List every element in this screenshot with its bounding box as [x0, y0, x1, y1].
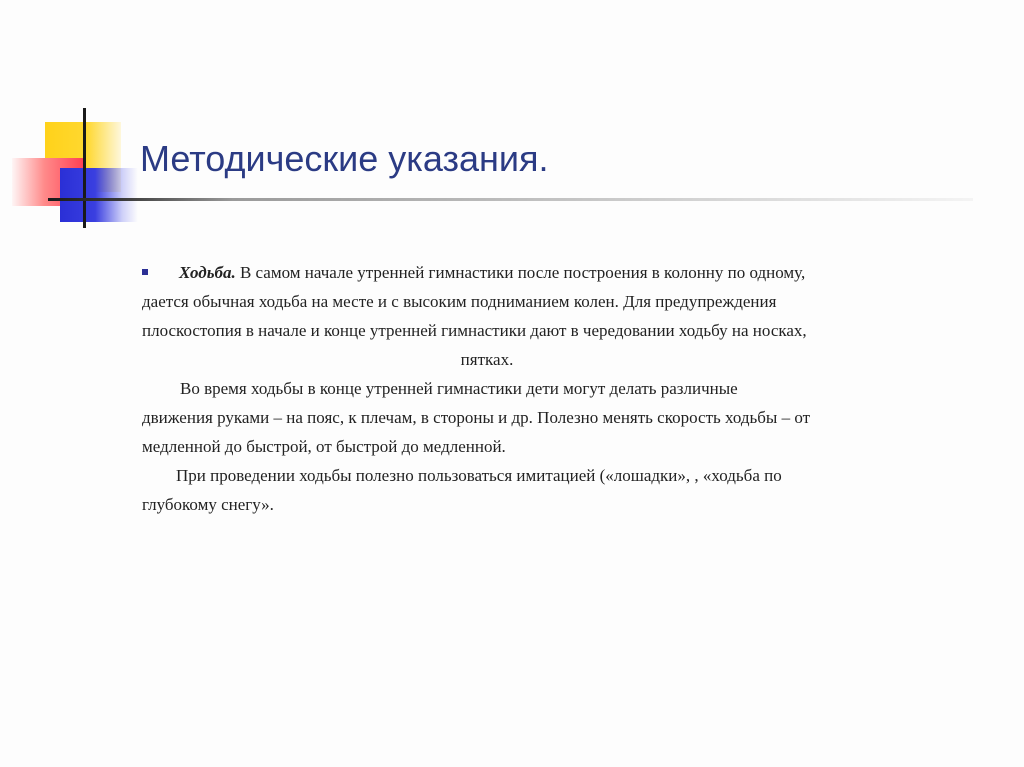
bullet-icon [142, 269, 148, 275]
paragraph-2-line-1: Во время ходьбы в конце утренней гимнастики дети могут делать различные [180, 379, 738, 398]
paragraph-1-line-3: плоскостопия в начале и конце утренней гимнастики дают в чередовании ходьбу на носках, [142, 321, 807, 340]
paragraph-1-line-4: пятках. [460, 350, 514, 369]
title-underline [48, 198, 973, 201]
paragraph-2-line-2: движения руками – на пояс, к плечам, в стороны и др. Полезно менять скорость ходьбы – от [142, 408, 811, 427]
paragraph-3-line-1: При проведении ходьбы полезно пользоваться имитацией («лошадки», , «ходьба по [176, 466, 782, 485]
paragraph-1-line-1-text: В самом начале утренней гимнастики после построения в колонну по одному, [235, 263, 806, 282]
slide-body [142, 258, 942, 519]
paragraph-1-line-2: дается обычная ходьба на месте и с высоким подниманием колен. Для предупреждения [142, 292, 777, 311]
decor-vertical-line [83, 108, 86, 228]
slide-title: Методические указания. [140, 138, 549, 179]
paragraph-1-line-1 [142, 258, 942, 287]
lead-word: Ходьба. [179, 263, 236, 282]
paragraph-2-line-3: медленной до быстрой, от быстрой до медленной. [142, 437, 506, 456]
decor-blue-square [60, 168, 138, 222]
paragraph-3-line-2: глубокому снегу». [142, 495, 274, 514]
